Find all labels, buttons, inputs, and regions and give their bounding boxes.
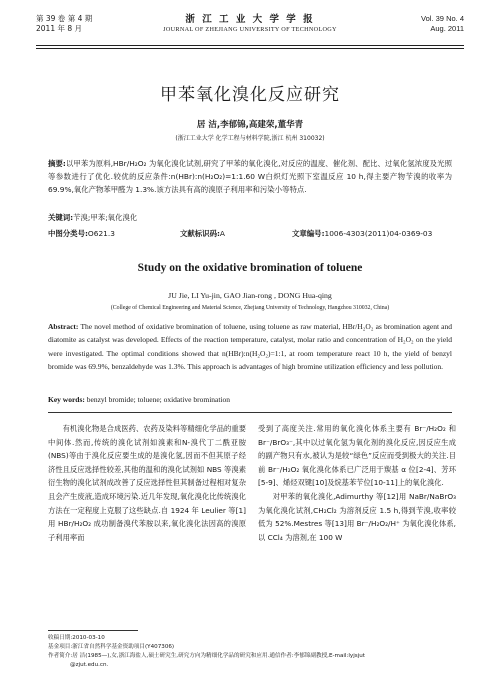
clc-number: 中图分类号:O621.3	[48, 229, 115, 238]
paper-title-en: Study on the oxidative bromination of toluene	[137, 262, 363, 274]
article-number: 文章编号:1006-4303(2011)04-0369-03	[292, 229, 433, 238]
keywords-cn-label: 关键词:	[48, 213, 74, 222]
received-date: 收稿日期:2010-03-10	[48, 635, 105, 641]
journal-name	[36, 14, 464, 34]
footnotes	[48, 634, 452, 670]
issue-date-en: Aug. 2011	[430, 24, 464, 33]
affiliation-en: (College of Chemical Engineering and Material Science, Zhejiang University of Technology, Hangzhou 310032, China)	[110, 305, 390, 311]
footnote-rule	[48, 630, 138, 631]
running-header	[36, 14, 464, 44]
keywords-en	[48, 395, 452, 404]
header-rule-thick	[36, 45, 464, 46]
author-email-cont: @zjut.edu.cn.	[70, 662, 109, 668]
volume-issue: 第 39 卷 第 4 期	[36, 14, 93, 23]
document-code: 文献标识码:A	[180, 229, 225, 238]
keywords-cn	[48, 212, 452, 223]
volume-number-en: Vol. 39 No. 4	[421, 14, 464, 23]
volume-info-en	[421, 14, 464, 34]
abstract-en-text: The novel method of oxidative bromination of toluene, using toluene as raw material, HBr/H₂O₂ as bromination agent and diatomite as catalyst was developed. Effects of the reaction temperature, catalyst, molar ratio and concentration of H₂O₂ on the yield were investigated. The optimal conditions showed that n(HBr):n(H₂O₂)=1:1, at room temperature react 10 h, the yield of benzyl bromide was 69.9%, benzaldehyde was 1.3%. This approach is advantages of high bromine utilization efficiency and less pollution.	[48, 322, 452, 372]
abstract-cn-text: 以甲苯为原料,HBr/H₂O₂ 为氧化溴化试剂,研究了甲苯的氧化溴化,对反应的温度、催化剂、配比、过氧化氢浓度及光照等参数进行了优化.较优的反应条件:n(HBr):n(H₂O₂)=1:1.60 W白炽灯光照下室温反应 10 h,得主要产物苄溴的收率为 69.9%,氧化产物苯甲醛为 1.3%.该方法具有高的溴原子利用率和污染小等特点.	[48, 159, 452, 195]
journal-name-en: JOURNAL OF ZHEJIANG UNIVERSITY OF TECHNOLOGY	[163, 26, 337, 33]
header-rule-thin	[36, 48, 464, 49]
author-bio: 作者简介:居 洁(1985—),女,浙江海盐人,硕士研究生,研究方向为精细化学品的研究和应用.通信作者:李郁锦副教授,E-mail:lyjsjut	[48, 653, 365, 659]
body-paragraph: 对甲苯的氧化溴化,Adimurthy 等[12]用 NaBr/NaBrO₃ 为氧化溴化试剂,CH₂Cl₂ 为溶剂反应 1.5 h,得到苄溴,收率较低为 52%.Mestres 等[13]用 Br⁻/H₂O₂/H⁺ 为氧化溴化体系,以 CCl₄ 为溶剂,在 100 W	[258, 491, 456, 542]
body-paragraph: 有机溴化物是合成医药、农药及染料等精细化学品的重要中间体.然而,传统的溴化试剂如溴素和N-溴代丁二酰亚胺(NBS)等由于溴化反应要生成的是溴化氢,因而不但其原子经济性且反应选择性较差,其他的温和的溴化试剂如 NBS 等溴素衍生物的溴化试剂成改善了反应选择性但其制备过程相对复杂且会产生废液,造成环境污染.近几年发现,氧化溴化比传统溴化方法在一定程度上克服了这些缺点.自 1924 年 Leulier 等[1]用 HBr/H₂O₂ 成功制备溴代苯胺以来,氧化溴化法因高的溴原子利用率而	[48, 424, 246, 542]
abstract-en	[48, 320, 452, 374]
section-divider	[48, 412, 452, 413]
authors-en: JU Jie, LI Yu-jin, GAO Jian-rong , DONG Hua-qing	[168, 291, 332, 300]
authors-cn: 居 洁,李郁锦,高建荣,董华青	[196, 120, 304, 130]
classification-row	[48, 228, 452, 240]
paper-title-cn: 甲苯氧化溴化反应研究	[160, 85, 340, 105]
journal-name-cn: 浙 江 工 业 大 学 学 报	[185, 14, 315, 25]
keywords-cn-text: 苄溴;甲苯;氧化溴化	[73, 213, 138, 222]
issue-date: 2011 年 8 月	[36, 24, 83, 33]
body-column-right	[258, 422, 456, 544]
keywords-en-text: benzyl bromide; toluene; oxidative bromination	[86, 395, 231, 404]
body-paragraph: 受到了高度关注.常用的氧化溴化体系主要有 Br⁻/H₂O₂ 和 Br⁻/BrO₃⁻,其中以过氧化氢为氧化剂的溴化反应,因反应生成的副产物只有水,被认为是较“绿色”反应而受到极大的关注.目前 Br⁻/H₂O₂ 氧化溴化体系已广泛用于羰基 α 位[2-4]、芳环[5-9]、烯烃双键[10]及烷基苯苄位[10-11]上的氧化溴化.	[258, 424, 456, 488]
keywords-en-label: Key words:	[48, 395, 85, 404]
body-column-left	[48, 422, 246, 544]
abstract-cn-label: 摘要:	[48, 159, 66, 168]
fund-info: 基金项目:浙江省自然科学基金资助项目(Y407306)	[48, 644, 175, 650]
abstract-en-label: Abstract:	[48, 322, 79, 331]
affiliation-cn: (浙江工业大学 化学工程与材料学院,浙江 杭州 310032)	[175, 135, 325, 142]
abstract-cn	[48, 157, 452, 197]
